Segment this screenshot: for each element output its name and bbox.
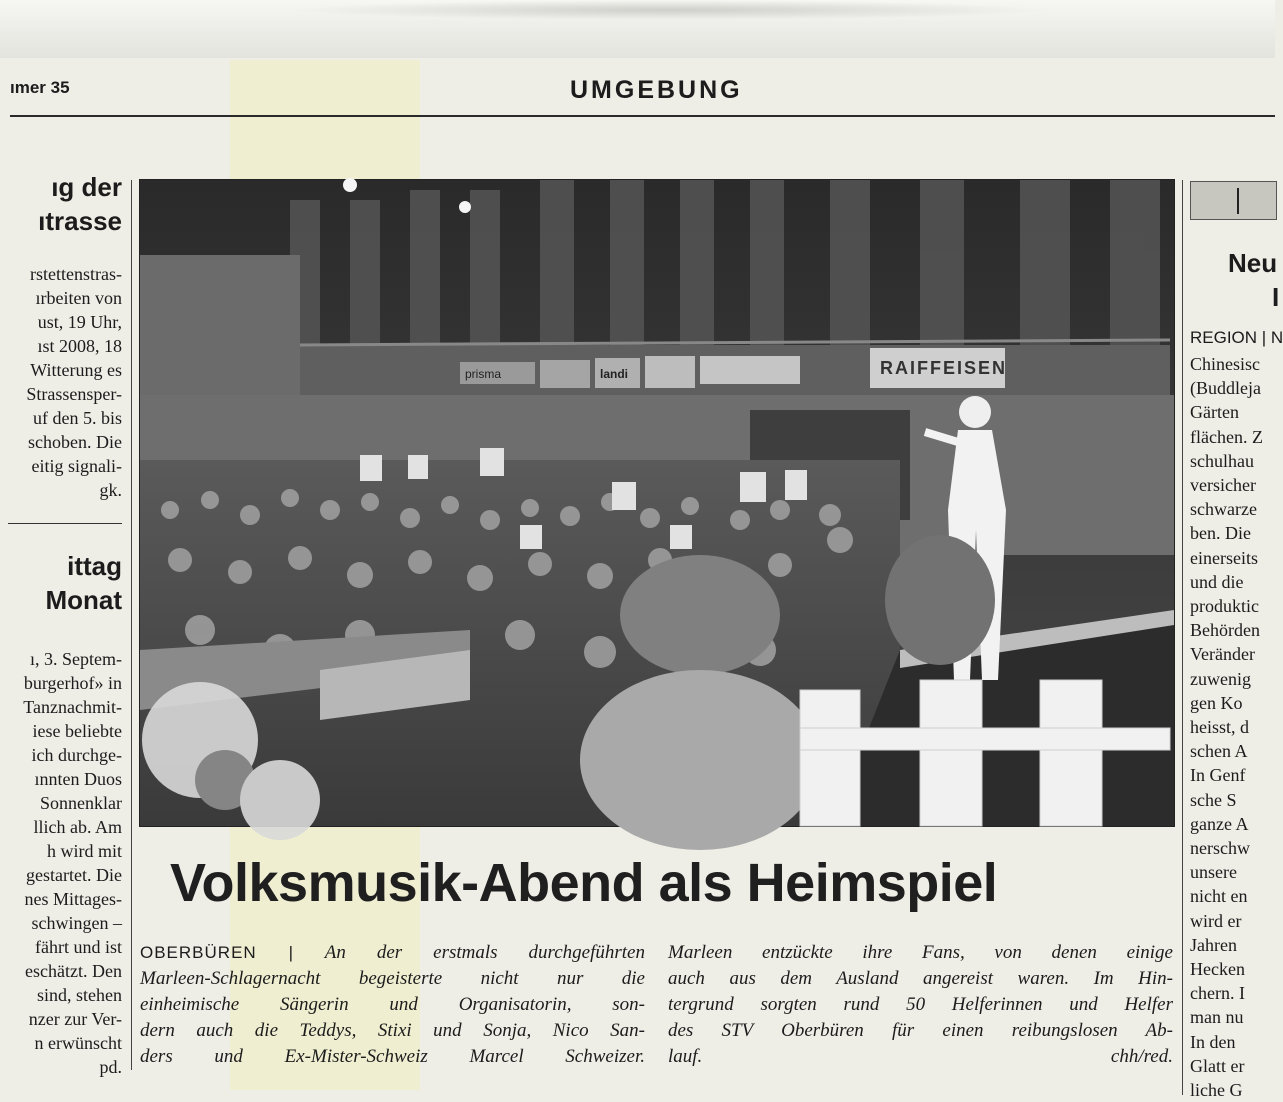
- text-line: gen Ko: [1190, 692, 1243, 713]
- article-headline: Volksmusik-Abend als Heimspiel: [170, 853, 998, 913]
- lead-line: [140, 940, 645, 966]
- text-line: In Genf: [1190, 765, 1246, 786]
- text-line: iese beliebte: [32, 721, 122, 741]
- text-line: ust, 19 Uhr,: [37, 312, 122, 332]
- banner-raiffeisen: RAIFFEISEN: [880, 358, 1008, 378]
- text-line: Gärten: [1190, 402, 1239, 423]
- text-line: eitig signali-: [31, 456, 122, 476]
- sponsor-text: prisma: [465, 367, 502, 381]
- lead-line: des STV Oberbüren für einen reibungslosen Ab-: [668, 1020, 1173, 1041]
- text-line: fährt und ist: [35, 937, 122, 957]
- text-line: rstettenstras-: [30, 264, 122, 284]
- text-line: ınnten Duos: [34, 769, 122, 789]
- lead-line: ders und Ex-Mister-Schweiz Marcel Schweizer.: [140, 1046, 645, 1067]
- column-rule: [131, 180, 132, 1070]
- right-header-box: [1190, 181, 1277, 220]
- headline-line: ıtrasse: [38, 206, 122, 236]
- text-line: Sonnenklar: [40, 793, 122, 813]
- text-line: unsere: [1190, 862, 1237, 883]
- right-body: [1190, 352, 1263, 1102]
- headline-line: ittag: [67, 551, 122, 581]
- text-line: versicher: [1190, 475, 1256, 496]
- photo-illustration: [140, 180, 1174, 826]
- lead-column-2: [668, 940, 1173, 1070]
- text-line: Strassensper-: [26, 384, 122, 404]
- text-line: schwingen –: [31, 913, 122, 933]
- headline-line: I: [1272, 282, 1280, 312]
- text-line: ben. Die: [1190, 523, 1251, 544]
- text-line: und die: [1190, 571, 1244, 592]
- text-line: gk.: [99, 480, 122, 500]
- text-line: Behörden: [1190, 620, 1260, 641]
- text-line: heisst, d: [1190, 717, 1250, 738]
- lead-line: tergrund sorgten rund 50 Helferinnen und Helfer: [668, 994, 1173, 1015]
- page-number: ımer 35: [10, 78, 70, 97]
- text-line: wird er: [1190, 910, 1242, 931]
- text-line: ırbeiten von: [35, 288, 122, 308]
- sponsor-text: landi: [600, 367, 629, 381]
- lead-line-text: An der erstmals durchgeführten: [324, 942, 645, 963]
- text-line: Tanznachmit-: [23, 697, 122, 717]
- story1-body: [0, 262, 122, 502]
- text-line: liche G: [1190, 1080, 1243, 1101]
- story2-body: [0, 647, 122, 1079]
- text-line: ı, 3. Septem-: [30, 649, 122, 669]
- story1-headline: [0, 170, 122, 238]
- text-line: einerseits: [1190, 547, 1258, 568]
- text-line: sche S: [1190, 789, 1237, 810]
- right-dateline: REGION | N: [1190, 328, 1283, 347]
- lead-line: dern auch die Teddys, Stixi und Sonja, Nico San-: [140, 1020, 645, 1041]
- text-line: ich durchge-: [31, 745, 122, 765]
- column-rule-right: [1182, 180, 1183, 1095]
- text-line: burgerhof» in: [23, 673, 122, 693]
- text-line: ıst 2008, 18: [37, 336, 122, 356]
- story-divider: [8, 523, 122, 524]
- text-line: In den: [1190, 1031, 1236, 1052]
- header-rule: [10, 115, 1275, 117]
- text-line: zuwenig: [1190, 668, 1251, 689]
- text-line: nes Mittages-: [24, 889, 122, 909]
- lead-line: Marleen entzückte ihre Fans, von denen einige: [668, 942, 1173, 963]
- text-line: Hecken: [1190, 959, 1245, 980]
- text-line: sind, stehen: [37, 985, 122, 1005]
- text-line: schen A: [1190, 741, 1248, 762]
- text-line: man nu: [1190, 1007, 1244, 1028]
- text-line: (Buddleja: [1190, 378, 1261, 399]
- text-line: llich ab. Am: [33, 817, 122, 837]
- lead-column-1: [140, 940, 645, 1070]
- concert-photo: [139, 179, 1175, 827]
- text-line: Chinesisc: [1190, 354, 1260, 374]
- author-credit: chh/red.: [1110, 1046, 1173, 1067]
- box-mark: [1237, 188, 1239, 214]
- text-line: n erwünscht: [34, 1033, 122, 1053]
- text-line: h wird mit: [47, 841, 122, 861]
- text-line: schwarze: [1190, 499, 1257, 520]
- headline-line: Neu: [1228, 248, 1278, 278]
- text-line: flächen. Z: [1190, 426, 1263, 447]
- text-line: Veränder: [1190, 644, 1255, 665]
- text-line: nerschw: [1190, 838, 1250, 859]
- text-line: Glatt er: [1190, 1055, 1245, 1076]
- text-line: produktic: [1190, 596, 1259, 617]
- dateline: OBERBÜREN |: [140, 943, 295, 962]
- headline-line: ıg der: [51, 172, 122, 202]
- lead-line-text: lauf.: [668, 1046, 703, 1067]
- left-column: [0, 170, 122, 1079]
- headline-line: Monat: [45, 585, 122, 615]
- text-line: Jahren: [1190, 934, 1237, 955]
- text-line: ganze A: [1190, 813, 1249, 834]
- text-line: nicht en: [1190, 886, 1248, 907]
- section-title: UMGEBUNG: [570, 76, 743, 104]
- text-line: chern. I: [1190, 983, 1245, 1004]
- lead-line: auch aus dem Ausland angereist waren. Im Hin-: [668, 968, 1173, 989]
- fold-shadow: [290, 0, 1050, 20]
- text-line: eschätzt. Den: [25, 961, 122, 981]
- text-line: schulhau: [1190, 450, 1254, 471]
- lead-line: einheimische Sängerin und Organisatorin, son-: [140, 994, 645, 1015]
- lead-line: Marleen-Schlagernacht begeisterte nicht nur die: [140, 968, 645, 989]
- text-line: nzer zur Ver-: [28, 1009, 122, 1029]
- text-line: gestartet. Die: [26, 865, 122, 885]
- lead-last-line: [668, 1044, 1173, 1070]
- story2-headline: [0, 549, 122, 617]
- text-line: schoben. Die: [28, 432, 122, 452]
- text-line: Witterung es: [30, 360, 122, 380]
- text-line: uf den 5. bis: [33, 408, 122, 428]
- text-line: pd.: [99, 1057, 122, 1077]
- right-headline: [1228, 246, 1279, 314]
